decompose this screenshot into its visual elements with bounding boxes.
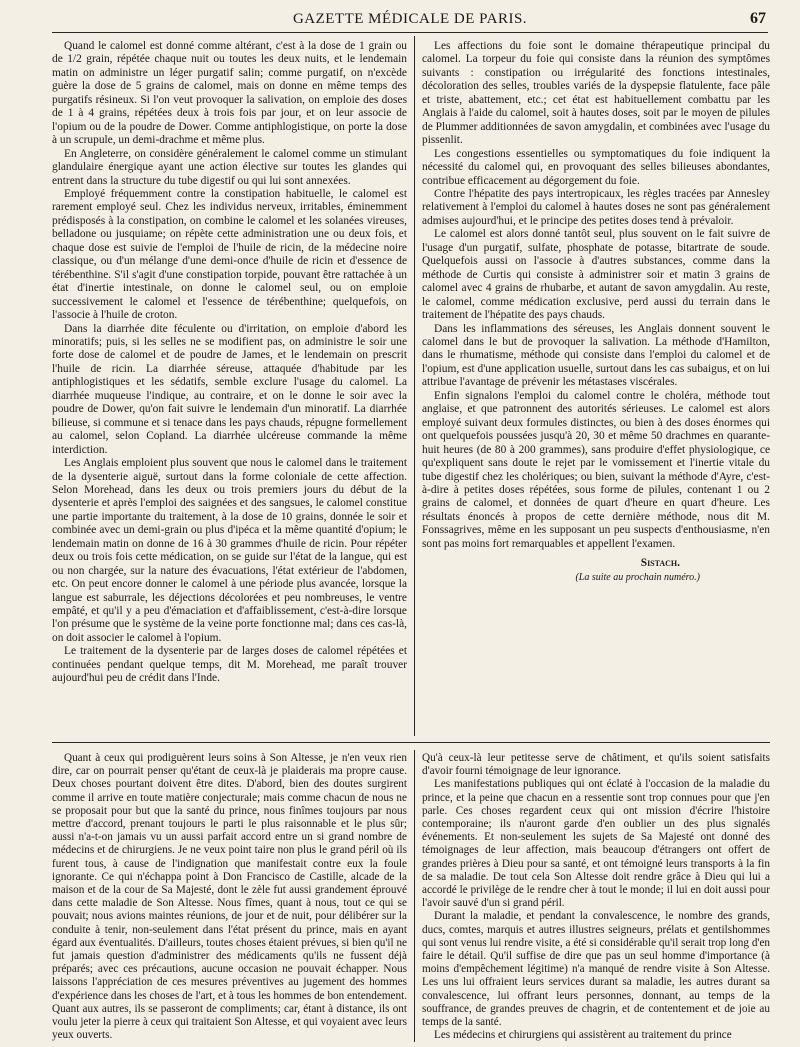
paragraph: Les congestions essentielles ou symptomatiques du foie indiquent la nécessité du calomel qui, en provoquant des selles bilieuses abondantes, contribue efficacement au dégorgement du foie. bbox=[422, 147, 770, 187]
page-header bbox=[52, 10, 768, 33]
feuilleton-column-right bbox=[422, 752, 770, 1042]
continuation-note: (La suite au prochain numéro.) bbox=[575, 571, 700, 583]
paragraph: Durant la maladie, et pendant la convalescence, le nombre des grands, ducs, comtes, marquis et autres illustres seigneurs, prélats et gentilshommes qui sont venus lui rendre visite, a été si considérable qu'il serait trop long d'en faire le détail. Qu'il suffise de dire que pas un seul homme d'importance (à moins d'empêchement légitime) n'a manqué de rendre visite à Son Altesse. Les uns lui offraient leurs services durant sa maladie, les autres durant sa convalescence, lui offrant leurs personnes, donnant, au temps de la souffrance, de grandes preuves de chagrin, et de contentement et de joie au temps de la santé. bbox=[422, 910, 770, 1029]
paragraph: Quand le calomel est donné comme altérant, c'est à la dose de 1 grain ou de 1/2 grain, répétée chaque nuit ou toutes les deux nuits, et le lendemain matin on administre un léger purgatif salin; comme purgatif, on n'excède guère la dose de 5 grains de calomel, mais on donne en même temps des purgatifs résineux. Si l'on veut provoquer la salivation, on emploie des doses de 1 à 4 grains, répétées deux à trois fois par jour, et on leur associe de l'opium ou de la poudre de Dower. Comme antiphlogistique, on porte la dose à un scrupule, un demi-drachme et même plus. bbox=[52, 40, 407, 147]
paragraph: Contre l'hépatite des pays intertropicaux, les règles tracées par Annesley relativement à l'emploi du calomel à hautes doses ne sont pas généralement admises aujourd'hui, et le principe des petites doses tend à prévaloir. bbox=[422, 187, 770, 227]
paragraph: Dans les inflammations des séreuses, les Anglais donnent souvent le calomel dans le but de provoquer la salivation. La méthode d'Hamilton, dans le rhumatisme, méthode qui consiste dans l'emploi du calomel et de l'opium, est d'une application usuelle, surtout dans les cas subaigus, et on lui attribue l'avantage de prévenir les métastases viscérales. bbox=[422, 322, 770, 389]
author-signature: Sistach. bbox=[640, 557, 680, 570]
journal-title: GAZETTE MÉDICALE DE PARIS. bbox=[292, 11, 528, 27]
section-divider bbox=[52, 742, 770, 743]
column-divider-bottom bbox=[414, 750, 415, 1042]
page-number: 67 bbox=[750, 10, 766, 27]
paragraph: Employé fréquemment contre la constipation habituelle, le calomel est rarement employé seul. Chez les individus nerveux, irritables, éminemment prédisposés à la constipation, on combine le calomel et les solanées vireuses, belladone ou jusquiame; on répète cette administration une ou deux fois, et chaque dose est suivie de l'emploi de l'huile de ricin, de la médecine noire classique, ou d'un mélange d'une demi-once d'huile de ricin et d'essence de térébenthine. S'il s'agit d'une constipation torpide, pouvant être rattachée à un état d'inertie intestinale, on donne le calomel seul, ou on emploie successivement le calomel et l'essence de térébenthine; quelquefois, on l'associe à l'huile de croton. bbox=[52, 187, 407, 322]
paragraph: Quant à ceux qui prodiguèrent leurs soins à Son Altesse, je n'en veux rien dire, car on pourrait penser qu'étant de ceux-là je plaiderais ma propre cause. Deux choses pourtant doivent être dites. D'abord, bien des doutes surgirent comme il arrive en toute matière conjecturale; mais comme chacun de nous ne se proposait pour but que la santé du prince, nous finîmes toujours par nous mettre d'accord, prenant toujours le parti le plus raisonnable et le plus sûr; aussi n'a-t-on jamais vu un aussi parfait accord entre un si grand nombre de médecins et de chirurgiens. Je ne veux point taire non plus le grand péril où ils furent tous, à cause de l'indignation que manifestait contre eux la foule ignorante. Ce qui n'échappa point à Don Francisco de Castille, alcade de la maison et de la cour de Sa Majesté, dont le zèle fut aussi grandement éprouvé dans cette maladie de Son Altesse. Nous fîmes, quant à nous, tout ce qui se pouvait; nous avions maintes réunions, de jour et de nuit, pour délibérer sur la conduite à tenir, non-seulement dans l'état présent du prince, mais en ayant égard aux éventualités. D'ailleurs, toutes choses étaient prévues, si bien qu'il ne fut jamais question d'administrer des médicaments qu'ils ne fussent déjà préparés; avec ces précautions, aucune occasion ne pouvait échapper. Nous laissons l'appréciation de ces mesures préventives au jugement des hommes d'expérience dans les choses de l'art, et à tous les hommes de bon entendement. Quant aux autres, ils se passeront de compliments; car, étant à distance, ils ont voulu jeter la pierre à ceux qui traitaient Son Altesse, et qui voyaient avec leurs yeux ouverts. bbox=[52, 752, 407, 1042]
paragraph: Enfin signalons l'emploi du calomel contre le choléra, méthode tout anglaise, et que patronnent des autorités sérieuses. Le calomel est alors employé suivant deux formules distinctes, ou bien à des doses énormes qui ont quelquefois poussées jusqu'à 20, 30 et même 50 drachmes en quarante-huit heures (de 80 à 200 grammes), sans produire d'effet physiologique, ce qu'expliquent sans doute le rejet par le vomissement et l'inertie vitale du tube digestif chez les cholériques; ou bien, suivant la méthode d'Ayre, c'est-à-dire à petites doses répétées, sous forme de pilules, contenant 1 ou 2 grains de calomel, et données de quart d'heure en quart d'heure. Les résultats énoncés à propos de cette dernière méthode, nous dit M. Fonssagrives, même en les supposant un peu suspects d'enthousiasme, n'en sont pas moins fort remarquables et appellent l'examen. bbox=[422, 389, 770, 550]
paragraph: Dans la diarrhée dite féculente ou d'irritation, on emploie d'abord les minoratifs; puis, si les selles ne se modifient pas, on administre le soir une forte dose de calomel et de poudre de James, et le lendemain on prescrit l'huile de ricin. La diarrhée séreuse, attaquée d'habitude par les antiphlogistiques et les sédatifs, semble exclure l'usage du calomel. La diarrhée muqueuse l'indique, au contraire, et on le donne le soir avec la poudre de Dower, qu'on fait suivre le lendemain d'un minoratif. La diarrhée bilieuse, si commune et si tenace dans les pays chauds, répugne formellement au calomel, selon Copland. La diarrhée ulcéreuse commande la même interdiction. bbox=[52, 322, 407, 456]
paragraph: Les Anglais emploient plus souvent que nous le calomel dans le traitement de la dysenterie aiguë, surtout dans la forme coloniale de cette affection. Selon Morehead, dans les deux ou trois premiers jours du début de la dysenterie et après l'emploi des saignées et des sangsues, le calomel constitue une partie importante du traitement, à la dose de 10 grains, donnée le soir et combinée avec un demi-grain ou plus d'ipéca et la même quantité d'opium; le lendemain matin on donne de 16 à 30 grammes d'huile de ricin. Pour répéter deux ou trois fois cette médication, on se guide sur l'état de la langue, qui est ou non chargée, sur la nature des évacuations, l'état extérieur de l'abdomen, etc. On peut encore donner le calomel à une période plus avancée, lorsque la langue est saburrale, les déjections décolorées et peu nombreuses, le ventre empâté, et qu'il y a peu d'émaciation et d'affaiblissement, c'est-à-dire lorsque l'on présume que le système de la veine porte fonctionne mal; dans ces cas-là, on doit associer le calomel à l'opium. bbox=[52, 457, 407, 644]
paragraph: En Angleterre, on considère généralement le calomel comme un stimulant glandulaire énergique ayant une action élective sur toutes les glandes qui entrent dans la structure du tube digestif ou qui lui sont annexées. bbox=[52, 147, 407, 187]
paragraph: Le calomel est alors donné tantôt seul, plus souvent on le fait suivre de l'usage d'un purgatif, sulfate, phosphate de potasse, bitartrate de soude. Quelquefois aussi on l'associe à d'autres substances, comme dans la méthode de Curtis qui consiste à administrer soir et matin 3 grains de calomel avec 4 grains de rhubarbe, et autant de savon amygdalin. Au reste, le calomel, comme médication exclusive, perd aussi du terrain dans le traitement de l'hépatite des pays chauds. bbox=[422, 228, 770, 322]
paragraph: Les manifestations publiques qui ont éclaté à l'occasion de la maladie du prince, et la peine que chacun en a ressentie sont trop connues pour que j'en parle. Ces choses regardent ceux qui ont mission d'écrire l'histoire contemporaine; ils n'auront garde d'en oublier un des plus signalés événements. Et non-seulement les sujets de Sa Majesté ont donné des témoignages de leur affection, mais beaucoup d'étrangers ont offert de grandes prières à Dieu pour sa santé, et ont témoigné leurs transports à la fin de sa maladie. De tout cela Son Altesse doit rendre grâce à Dieu qui lui a accordé le privilège de le rendre cher à tout le monde; il lui en doit aussi pour l'avoir sauvé d'un si grand péril. bbox=[422, 778, 770, 910]
article-column-right bbox=[422, 40, 770, 734]
paragraph: Le traitement de la dysenterie par de larges doses de calomel répétées et continuées pendant quelque temps, dit M. Morehead, me paraît trouver aujourd'hui peu de crédit dans l'Inde. bbox=[52, 645, 407, 685]
paragraph: Les affections du foie sont le domaine thérapeutique principal du calomel. La torpeur du foie qui consiste dans la réunion des symptômes suivants : constipation ou irrégularité des fonctions intestinales, décoloration des selles, troubles variés de la dyspepsie flatulente, face pâle et triste, abattement, etc.; cet état est habituellement combattu par les Anglais à l'aide du calomel, soit à hautes doses, soit par le moyen de pilules de Plummer additionnées de savon amygdalin, et combinées avec l'usage du pissenlit. bbox=[422, 40, 770, 147]
feuilleton-column-left bbox=[52, 752, 407, 1042]
paragraph: Les médecins et chirurgiens qui assistèrent au traitement du prince bbox=[434, 1029, 732, 1042]
paragraph: Qu'à ceux-là leur petitesse serve de châtiment, et qu'ils soient satisfaits d'avoir fourni témoignage de leur ignorance. bbox=[422, 752, 770, 778]
column-divider-top bbox=[414, 36, 415, 736]
article-column-left bbox=[52, 40, 407, 734]
